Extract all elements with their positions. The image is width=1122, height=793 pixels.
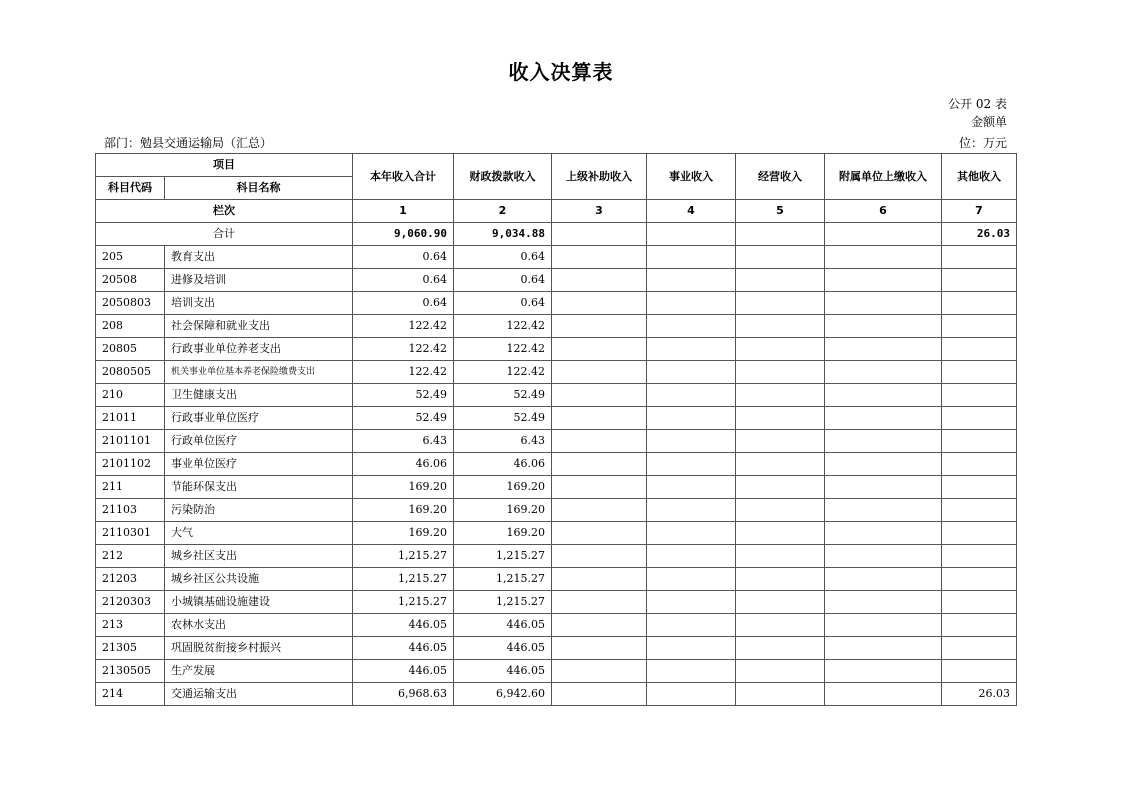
row-value-6 <box>825 614 942 637</box>
row-value-5 <box>736 568 825 591</box>
row-name: 机关事业单位基本养老保险缴费支出 <box>165 361 353 384</box>
row-value-5 <box>736 591 825 614</box>
row-value-1: 169.20 <box>353 499 454 522</box>
row-value-1: 446.05 <box>353 637 454 660</box>
row-value-4 <box>647 269 736 292</box>
row-code: 214 <box>96 683 165 706</box>
row-value-3 <box>552 292 647 315</box>
row-value-1: 52.49 <box>353 407 454 430</box>
row-value-5 <box>736 292 825 315</box>
row-value-2: 1,215.27 <box>454 545 552 568</box>
row-value-4 <box>647 568 736 591</box>
row-value-2: 122.42 <box>454 338 552 361</box>
row-value-2: 446.05 <box>454 660 552 683</box>
row-value-3 <box>552 499 647 522</box>
income-table <box>95 153 1017 706</box>
amount-unit-line2: 位：万元 <box>958 136 1007 150</box>
row-value-5 <box>736 361 825 384</box>
table-body <box>96 223 1017 706</box>
row-value-5 <box>736 522 825 545</box>
header-col-6: 附属单位上缴收入 <box>825 154 942 200</box>
table-row <box>96 430 1017 453</box>
row-value-5 <box>736 614 825 637</box>
row-name: 社会保障和就业支出 <box>165 315 353 338</box>
row-value-6 <box>825 499 942 522</box>
col-number-1: 1 <box>353 200 454 223</box>
row-name: 行政事业单位医疗 <box>165 407 353 430</box>
row-value-4 <box>647 499 736 522</box>
row-value-2: 1,215.27 <box>454 568 552 591</box>
table-row <box>96 683 1017 706</box>
total-value-4 <box>647 223 736 246</box>
table-row <box>96 338 1017 361</box>
row-value-3 <box>552 637 647 660</box>
row-value-5 <box>736 246 825 269</box>
row-value-6 <box>825 338 942 361</box>
row-value-3 <box>552 315 647 338</box>
form-number: 公开 02 表 <box>948 97 1007 111</box>
row-name: 培训支出 <box>165 292 353 315</box>
row-value-6 <box>825 384 942 407</box>
row-value-6 <box>825 476 942 499</box>
row-name: 小城镇基础设施建设 <box>165 591 353 614</box>
row-value-7 <box>942 338 1017 361</box>
row-value-7 <box>942 545 1017 568</box>
row-value-2: 1,215.27 <box>454 591 552 614</box>
row-value-2: 0.64 <box>454 269 552 292</box>
row-name: 教育支出 <box>165 246 353 269</box>
total-value-6 <box>825 223 942 246</box>
row-value-3 <box>552 476 647 499</box>
table-row <box>96 246 1017 269</box>
row-value-2: 446.05 <box>454 614 552 637</box>
row-value-5 <box>736 430 825 453</box>
total-label: 合计 <box>96 223 353 246</box>
row-value-4 <box>647 407 736 430</box>
row-name: 城乡社区公共设施 <box>165 568 353 591</box>
row-value-1: 122.42 <box>353 338 454 361</box>
header-col-7: 其他收入 <box>942 154 1017 200</box>
row-value-7 <box>942 614 1017 637</box>
row-code: 20508 <box>96 269 165 292</box>
row-value-4 <box>647 430 736 453</box>
row-value-1: 122.42 <box>353 315 454 338</box>
row-value-1: 1,215.27 <box>353 545 454 568</box>
col-number-7: 7 <box>942 200 1017 223</box>
row-value-6 <box>825 660 942 683</box>
row-value-1: 446.05 <box>353 660 454 683</box>
row-value-7 <box>942 361 1017 384</box>
row-value-4 <box>647 338 736 361</box>
header-col-3: 上级补助收入 <box>552 154 647 200</box>
row-value-4 <box>647 292 736 315</box>
row-value-3 <box>552 660 647 683</box>
row-value-1: 1,215.27 <box>353 591 454 614</box>
row-code: 20805 <box>96 338 165 361</box>
table-row <box>96 292 1017 315</box>
row-value-2: 52.49 <box>454 407 552 430</box>
row-name: 行政单位医疗 <box>165 430 353 453</box>
row-value-4 <box>647 361 736 384</box>
row-value-5 <box>736 660 825 683</box>
row-code: 2101101 <box>96 430 165 453</box>
row-name: 大气 <box>165 522 353 545</box>
table-row <box>96 499 1017 522</box>
row-code: 21305 <box>96 637 165 660</box>
row-name: 巩固脱贫衔接乡村振兴 <box>165 637 353 660</box>
row-value-2: 6.43 <box>454 430 552 453</box>
row-value-5 <box>736 545 825 568</box>
row-value-1: 446.05 <box>353 614 454 637</box>
row-value-4 <box>647 614 736 637</box>
row-value-4 <box>647 476 736 499</box>
header-col-5: 经营收入 <box>736 154 825 200</box>
row-code: 208 <box>96 315 165 338</box>
row-code: 21203 <box>96 568 165 591</box>
row-value-6 <box>825 315 942 338</box>
row-value-1: 6.43 <box>353 430 454 453</box>
row-value-5 <box>736 499 825 522</box>
row-value-2: 52.49 <box>454 384 552 407</box>
row-value-6 <box>825 246 942 269</box>
row-value-5 <box>736 683 825 706</box>
row-value-2: 0.64 <box>454 292 552 315</box>
row-value-5 <box>736 315 825 338</box>
row-value-7 <box>942 637 1017 660</box>
row-code: 2110301 <box>96 522 165 545</box>
row-value-6 <box>825 591 942 614</box>
row-name: 生产发展 <box>165 660 353 683</box>
row-name: 农林水支出 <box>165 614 353 637</box>
report-title: 收入决算表 <box>508 60 614 84</box>
row-value-6 <box>825 361 942 384</box>
row-value-7 <box>942 269 1017 292</box>
row-value-6 <box>825 453 942 476</box>
table-row <box>96 522 1017 545</box>
table-row <box>96 545 1017 568</box>
total-value-5 <box>736 223 825 246</box>
header-col-4: 事业收入 <box>647 154 736 200</box>
row-value-7 <box>942 407 1017 430</box>
row-value-3 <box>552 361 647 384</box>
table-row <box>96 614 1017 637</box>
row-value-2: 46.06 <box>454 453 552 476</box>
row-value-4 <box>647 660 736 683</box>
row-value-5 <box>736 453 825 476</box>
row-value-1: 169.20 <box>353 476 454 499</box>
row-code: 205 <box>96 246 165 269</box>
row-value-3 <box>552 430 647 453</box>
header-col-2: 财政拨款收入 <box>454 154 552 200</box>
row-value-7: 26.03 <box>942 683 1017 706</box>
row-value-4 <box>647 545 736 568</box>
row-value-4 <box>647 315 736 338</box>
row-code: 210 <box>96 384 165 407</box>
row-value-5 <box>736 384 825 407</box>
table-row <box>96 361 1017 384</box>
row-value-3 <box>552 522 647 545</box>
row-value-2: 446.05 <box>454 637 552 660</box>
col-number-6: 6 <box>825 200 942 223</box>
table-row <box>96 384 1017 407</box>
row-value-3 <box>552 407 647 430</box>
row-code: 2130505 <box>96 660 165 683</box>
row-value-1: 0.64 <box>353 269 454 292</box>
header-project: 项目 <box>96 154 353 177</box>
row-name: 行政事业单位养老支出 <box>165 338 353 361</box>
col-number-4: 4 <box>647 200 736 223</box>
row-value-2: 0.64 <box>454 246 552 269</box>
row-code: 21011 <box>96 407 165 430</box>
row-value-3 <box>552 568 647 591</box>
row-value-1: 1,215.27 <box>353 568 454 591</box>
row-value-2: 6,942.60 <box>454 683 552 706</box>
row-value-2: 169.20 <box>454 499 552 522</box>
header-code: 科目代码 <box>96 177 165 200</box>
table-row <box>96 660 1017 683</box>
table-row <box>96 591 1017 614</box>
table-row <box>96 269 1017 292</box>
row-value-6 <box>825 522 942 545</box>
row-value-3 <box>552 246 647 269</box>
row-value-3 <box>552 545 647 568</box>
row-name: 事业单位医疗 <box>165 453 353 476</box>
row-value-2: 122.42 <box>454 315 552 338</box>
row-name: 卫生健康支出 <box>165 384 353 407</box>
table-row <box>96 637 1017 660</box>
total-value-7: 26.03 <box>942 223 1017 246</box>
total-value-1: 9,060.90 <box>353 223 454 246</box>
header-name: 科目名称 <box>165 177 353 200</box>
row-code: 2120303 <box>96 591 165 614</box>
total-row <box>96 223 1017 246</box>
amount-unit-line1: 金额单 <box>970 115 1007 129</box>
row-value-2: 169.20 <box>454 522 552 545</box>
row-value-7 <box>942 430 1017 453</box>
row-value-7 <box>942 499 1017 522</box>
row-value-3 <box>552 453 647 476</box>
department-label: 部门：勉县交通运输局（汇总） <box>104 136 273 150</box>
row-name: 进修及培训 <box>165 269 353 292</box>
row-value-5 <box>736 637 825 660</box>
row-code: 2050803 <box>96 292 165 315</box>
header-col-1: 本年收入合计 <box>353 154 454 200</box>
row-value-6 <box>825 407 942 430</box>
row-value-5 <box>736 407 825 430</box>
row-value-4 <box>647 246 736 269</box>
row-value-6 <box>825 568 942 591</box>
row-value-6 <box>825 430 942 453</box>
row-value-6 <box>825 683 942 706</box>
row-code: 211 <box>96 476 165 499</box>
row-value-5 <box>736 476 825 499</box>
table-row <box>96 407 1017 430</box>
row-code: 2101102 <box>96 453 165 476</box>
table-row <box>96 568 1017 591</box>
col-number-5: 5 <box>736 200 825 223</box>
row-value-7 <box>942 453 1017 476</box>
row-code: 212 <box>96 545 165 568</box>
row-code: 213 <box>96 614 165 637</box>
row-name: 交通运输支出 <box>165 683 353 706</box>
row-code: 2080505 <box>96 361 165 384</box>
row-value-7 <box>942 522 1017 545</box>
total-value-2: 9,034.88 <box>454 223 552 246</box>
col-number-3: 3 <box>552 200 647 223</box>
row-value-7 <box>942 292 1017 315</box>
row-value-1: 52.49 <box>353 384 454 407</box>
row-value-1: 0.64 <box>353 246 454 269</box>
row-value-3 <box>552 683 647 706</box>
row-value-6 <box>825 637 942 660</box>
row-value-1: 122.42 <box>353 361 454 384</box>
row-value-3 <box>552 338 647 361</box>
row-name: 节能环保支出 <box>165 476 353 499</box>
col-number-2: 2 <box>454 200 552 223</box>
row-value-7 <box>942 315 1017 338</box>
row-value-7 <box>942 246 1017 269</box>
table-row <box>96 476 1017 499</box>
row-value-4 <box>647 637 736 660</box>
row-value-2: 169.20 <box>454 476 552 499</box>
row-value-1: 6,968.63 <box>353 683 454 706</box>
row-value-4 <box>647 522 736 545</box>
row-value-4 <box>647 384 736 407</box>
table-row <box>96 453 1017 476</box>
row-value-4 <box>647 453 736 476</box>
row-value-1: 46.06 <box>353 453 454 476</box>
row-value-4 <box>647 683 736 706</box>
row-value-3 <box>552 614 647 637</box>
row-value-6 <box>825 269 942 292</box>
row-value-2: 122.42 <box>454 361 552 384</box>
row-value-7 <box>942 476 1017 499</box>
row-value-7 <box>942 660 1017 683</box>
row-value-1: 0.64 <box>353 292 454 315</box>
row-value-7 <box>942 568 1017 591</box>
row-value-6 <box>825 545 942 568</box>
total-value-3 <box>552 223 647 246</box>
row-value-3 <box>552 269 647 292</box>
row-value-7 <box>942 384 1017 407</box>
row-value-6 <box>825 292 942 315</box>
header-col-label: 栏次 <box>96 200 353 223</box>
row-value-4 <box>647 591 736 614</box>
table-row <box>96 315 1017 338</box>
row-name: 城乡社区支出 <box>165 545 353 568</box>
row-value-3 <box>552 384 647 407</box>
row-value-7 <box>942 591 1017 614</box>
row-value-1: 169.20 <box>353 522 454 545</box>
row-value-3 <box>552 591 647 614</box>
row-value-5 <box>736 338 825 361</box>
row-code: 21103 <box>96 499 165 522</box>
row-name: 污染防治 <box>165 499 353 522</box>
row-value-5 <box>736 269 825 292</box>
